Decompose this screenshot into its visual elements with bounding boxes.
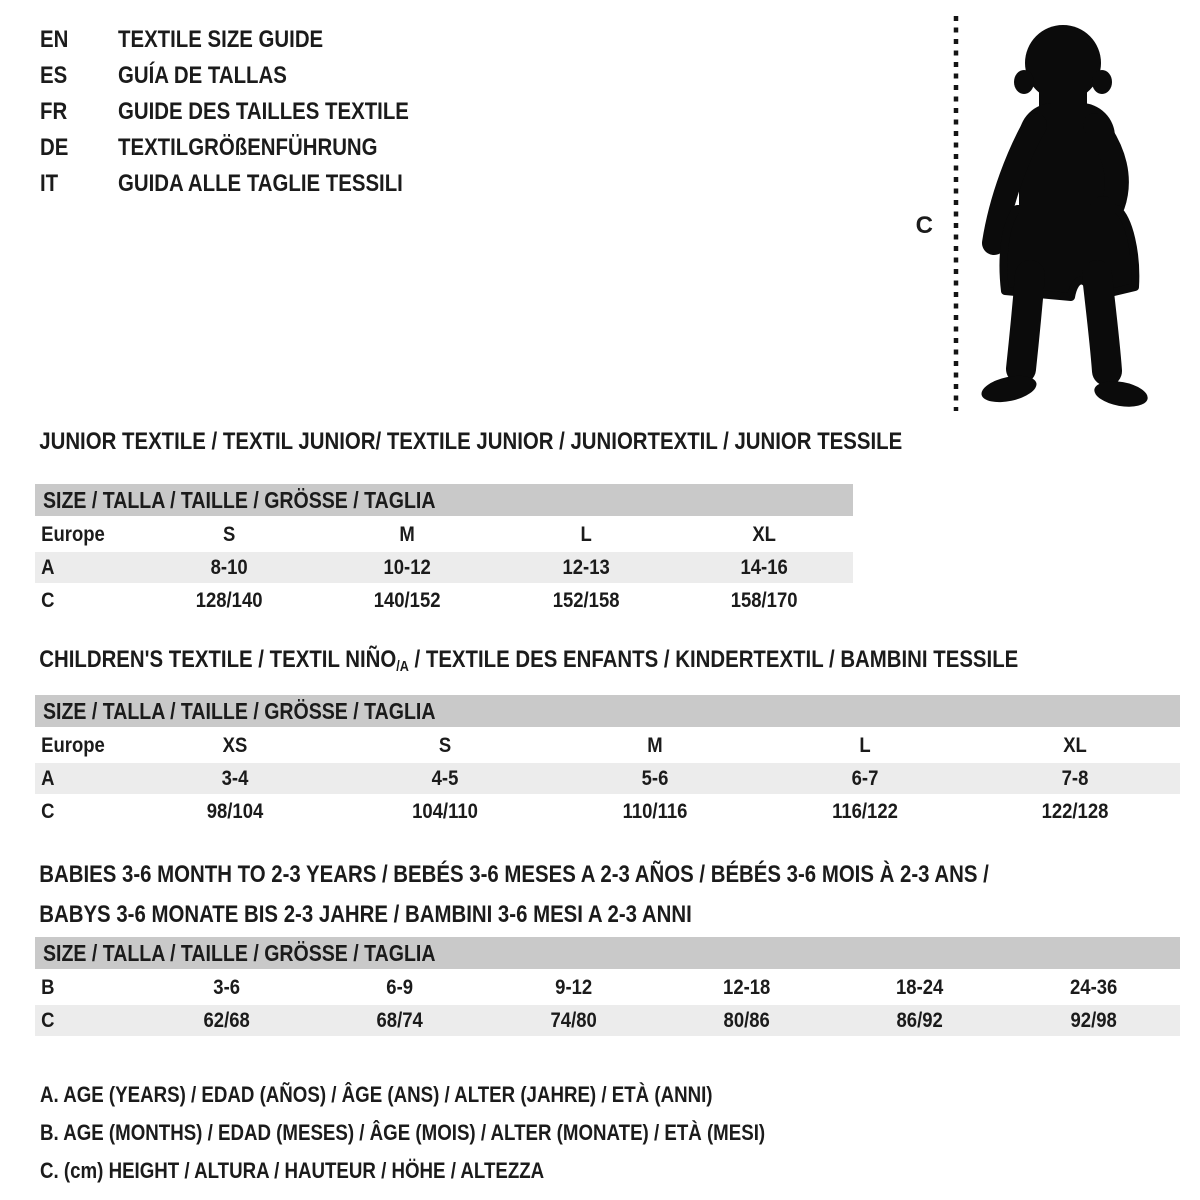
height-cell: 158/170	[730, 588, 798, 612]
row-label-b: B	[41, 975, 55, 999]
age-months-cell: 9-12	[554, 975, 592, 999]
size-header-band	[35, 484, 853, 516]
language-title: GUIDA ALLE TAGLIE TESSILI	[118, 170, 403, 197]
measurement-legend	[35, 1076, 1180, 1190]
legend-line-a: A. AGE (YEARS) / EDAD (AÑOS) / ÂGE (ANS) / ALTER (JAHRE) / ETÀ (ANNI)	[40, 1082, 713, 1107]
size-col-header: M	[647, 733, 663, 757]
age-cell: 7-8	[1061, 766, 1089, 790]
row-label-c: C	[41, 588, 55, 612]
age-cell: 14-16	[740, 555, 788, 579]
babies-size-table	[35, 937, 1180, 1036]
row-label-c: C	[41, 799, 55, 823]
age-months-row	[35, 972, 1180, 1003]
age-years-row	[35, 763, 1180, 794]
size-name-row	[35, 519, 853, 550]
children-table-title	[35, 646, 1019, 677]
language-row	[40, 166, 460, 202]
height-cell: 110/116	[622, 799, 688, 823]
height-cell: 86/92	[896, 1008, 944, 1032]
height-cell: 74/80	[550, 1008, 597, 1032]
size-header-label: SIZE / TALLA / TAILLE / GRÖSSE / TAGLIA	[43, 697, 436, 724]
header	[35, 0, 1180, 414]
size-col-header: S	[222, 522, 236, 546]
age-months-cell: 24-36	[1069, 975, 1117, 999]
size-col-header: L	[859, 733, 871, 757]
age-cell: 4-5	[431, 766, 459, 790]
language-code: DE	[40, 134, 69, 161]
language-title: GUÍA DE TALLAS	[118, 62, 287, 89]
language-title: TEXTILE SIZE GUIDE	[118, 26, 324, 53]
children-title-sub: /A	[396, 659, 409, 675]
language-code: IT	[40, 170, 59, 197]
height-cell: 116/122	[832, 799, 898, 823]
language-code: FR	[40, 98, 68, 125]
size-col-header: XL	[752, 522, 776, 546]
children-size-table	[35, 695, 1180, 827]
region-label: Europe	[41, 522, 105, 546]
age-months-cell: 3-6	[213, 975, 241, 999]
age-cell: 5-6	[641, 766, 669, 790]
junior-table-title: JUNIOR TEXTILE / TEXTIL JUNIOR/ TEXTILE JUNIOR / JUNIORTEXTIL / JUNIOR TESSILE	[39, 428, 903, 455]
height-cell: 128/140	[195, 588, 263, 612]
language-row	[40, 94, 460, 130]
height-cell: 152/158	[552, 588, 620, 612]
height-cell: 122/128	[1041, 799, 1109, 823]
row-label-a: A	[41, 555, 55, 579]
size-col-header: M	[399, 522, 416, 546]
age-months-cell: 6-9	[386, 975, 414, 999]
legend-line-b: B. AGE (MONTHS) / EDAD (MESES) / ÂGE (MOIS) / ALTER (MONATE) / ETÀ (MESI)	[40, 1120, 766, 1145]
height-cell: 140/152	[373, 588, 441, 612]
height-cm-row	[35, 585, 853, 616]
toddler-silhouette-icon	[979, 25, 1150, 411]
height-cell: 104/110	[412, 799, 478, 823]
age-cell: 12-13	[561, 555, 610, 579]
language-row	[40, 58, 460, 94]
age-cell: 3-4	[221, 766, 249, 790]
toddler-figure-graphic	[945, 13, 1155, 413]
language-code: ES	[40, 62, 68, 89]
children-title-post: / TEXTILE DES ENFANTS / KINDERTEXTIL / BAMBINI TESSILE	[408, 646, 1019, 673]
age-cell: 6-7	[851, 766, 879, 790]
age-cell: 8-10	[210, 555, 248, 579]
height-cell: 68/74	[376, 1008, 424, 1032]
babies-table-title	[35, 855, 1008, 935]
size-header-label: SIZE / TALLA / TAILLE / GRÖSSE / TAGLIA	[43, 486, 436, 513]
language-title-list	[40, 22, 460, 414]
height-figure	[916, 12, 1155, 414]
junior-size-table	[35, 484, 853, 616]
age-cell: 10-12	[383, 555, 432, 579]
size-col-header: L	[579, 522, 592, 546]
size-header-label: SIZE / TALLA / TAILLE / GRÖSSE / TAGLIA	[43, 939, 436, 966]
size-col-header: S	[438, 733, 452, 757]
size-col-header: XL	[1063, 733, 1087, 757]
language-title: GUIDE DES TAILLES TEXTILE	[118, 98, 409, 125]
height-measure-label: C	[915, 211, 933, 239]
row-label-a: A	[41, 766, 55, 790]
height-cell: 98/104	[206, 799, 264, 823]
legend-line-c: C. (cm) HEIGHT / ALTURA / HAUTEUR / HÖHE / ALTEZZA	[40, 1158, 545, 1183]
height-cell: 62/68	[203, 1008, 250, 1032]
language-code: EN	[40, 26, 69, 53]
height-cm-row	[35, 796, 1180, 827]
children-title-pre: CHILDREN'S TEXTILE / TEXTIL NIÑO	[39, 646, 397, 673]
language-row	[40, 22, 460, 58]
height-cell: 92/98	[1070, 1008, 1117, 1032]
region-label: Europe	[41, 733, 105, 757]
row-label-c: C	[41, 1008, 55, 1032]
language-row	[40, 130, 460, 166]
babies-title-line2: BABYS 3-6 MONATE BIS 2-3 JAHRE / BAMBINI 3-6 MESI A 2-3 ANNI	[39, 901, 692, 928]
babies-title-line1: BABIES 3-6 MONTH TO 2-3 YEARS / BEBÉS 3-6 MESES A 2-3 AÑOS / BÉBÉS 3-6 MOIS À 2-3 ANS /	[39, 861, 989, 888]
age-months-cell: 18-24	[896, 975, 944, 999]
size-name-row	[35, 730, 1180, 761]
size-header-band	[35, 937, 1180, 969]
age-months-cell: 12-18	[723, 975, 771, 999]
size-header-band	[35, 695, 1180, 727]
height-cell: 80/86	[723, 1008, 770, 1032]
age-years-row	[35, 552, 853, 583]
language-title: TEXTILGRÖßENFÜHRUNG	[118, 134, 378, 161]
size-col-header: XS	[222, 733, 248, 757]
height-cm-row	[35, 1005, 1180, 1036]
